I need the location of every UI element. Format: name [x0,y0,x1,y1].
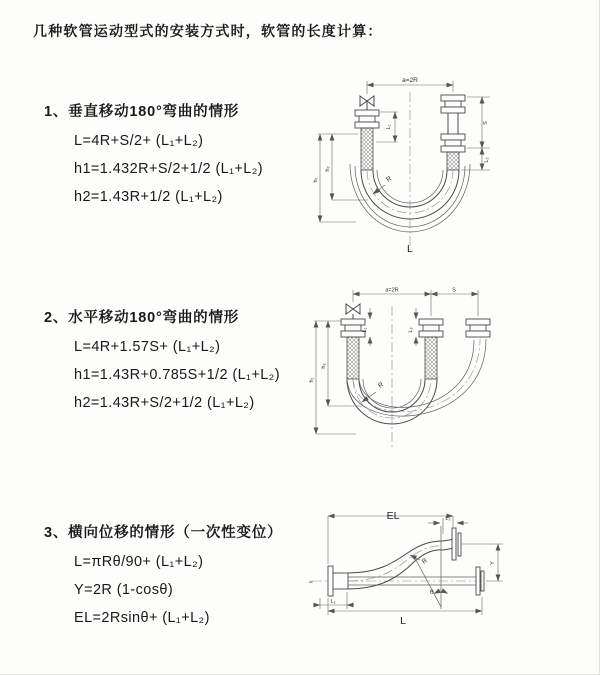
svg-text:L₁: L₁ [362,327,368,333]
hose-s-curve [348,541,443,589]
left-flange [328,566,348,596]
dim-l2 [408,308,416,346]
formula-h1: h1=1.43R+0.785S+1/2 (L₁+L₂) [74,367,280,383]
section-lateral-displacement [44,521,282,626]
svg-text:S: S [483,121,489,125]
svg-text:L₁: L₁ [386,124,392,130]
moved-pipe-fitting [466,319,490,337]
svg-text:L₂: L₂ [484,157,490,163]
formula-h2: h2=1.43R+S/2+1/2 (L₁+L₂) [74,395,255,411]
dim-l1 [362,308,370,346]
svg-text:L₂: L₂ [408,327,414,333]
diagram-horizontal-180-bend [306,284,536,464]
braided-hose-section [347,337,359,379]
svg-text:R: R [420,557,429,566]
radius-leader [410,555,429,566]
dim-l1 [313,592,354,609]
middle-pipe-fitting [419,319,443,379]
svg-text:R: R [377,381,385,390]
length-label: L [407,243,413,255]
svg-text:S: S [452,287,456,294]
dim-a2r [353,288,478,317]
svg-text:R: R [385,175,393,184]
pipe-break-mark: ≈ [309,579,313,586]
angle-theta [414,526,448,609]
svg-text:L₁: L₁ [330,599,336,605]
svg-text:EL: EL [386,510,400,522]
valve-icon [360,96,374,110]
section-horizontal-movement [44,306,280,411]
dim-a2r [367,77,453,94]
dim-el [328,510,453,564]
svg-text:h₁: h₁ [313,177,319,183]
dim-l [328,597,482,627]
diagram-lateral-displacement [300,506,585,641]
formula-h2: h2=1.43R+1/2 (L₁+L₂) [74,189,223,205]
formula-l: L=4R+S/2+ (L₁+L₂) [74,133,204,149]
braided-hose-section [361,128,373,170]
section-3-heading: 3、横向位移的情形（一次性变位） [44,525,283,541]
svg-text:Y: Y [490,561,496,565]
section-2-heading: 2、水平移动180°弯曲的情形 [44,310,240,326]
svg-text:L: L [400,615,406,627]
section-1-heading: 1、垂直移动180°弯曲的情形 [44,104,240,120]
braided-hose-section [447,152,459,170]
svg-text:h₁: h₁ [309,377,315,383]
valve-icon [346,304,360,319]
left-pipe-fitting [355,110,379,170]
dim-s [431,288,478,295]
svg-text:a=2R: a=2R [385,287,399,294]
braided-hose-section [425,337,437,379]
svg-text:a=2R: a=2R [402,77,418,84]
right-pipe-fitting [441,95,465,170]
page-title: 几种软管运动型式的安装方式时，软管的长度计算： [33,23,383,39]
upper-flange [443,528,461,560]
svg-text:h₂: h₂ [325,166,331,172]
formula-l: L=4R+1.57S+ (L₁+L₂) [74,339,221,355]
section-vertical-movement [44,100,263,205]
formula-y: Y=2R (1-cosθ) [74,582,174,598]
diagram-vertical-180-bend [310,70,520,262]
dim-l2 [428,516,468,534]
dim-s [467,97,490,148]
svg-text:θ: θ [430,589,434,596]
svg-text:L₂: L₂ [445,516,451,522]
formula-el: EL=2Rsinθ+ (L₁+L₂) [74,610,210,626]
svg-text:h₂: h₂ [321,363,327,369]
formula-h1: h1=1.432R+S/2+1/2 (L₁+L₂) [74,161,264,177]
formula-l: L=πRθ/90+ (L₁+L₂) [74,554,204,570]
hose-u-bend-moved-position [347,339,486,416]
